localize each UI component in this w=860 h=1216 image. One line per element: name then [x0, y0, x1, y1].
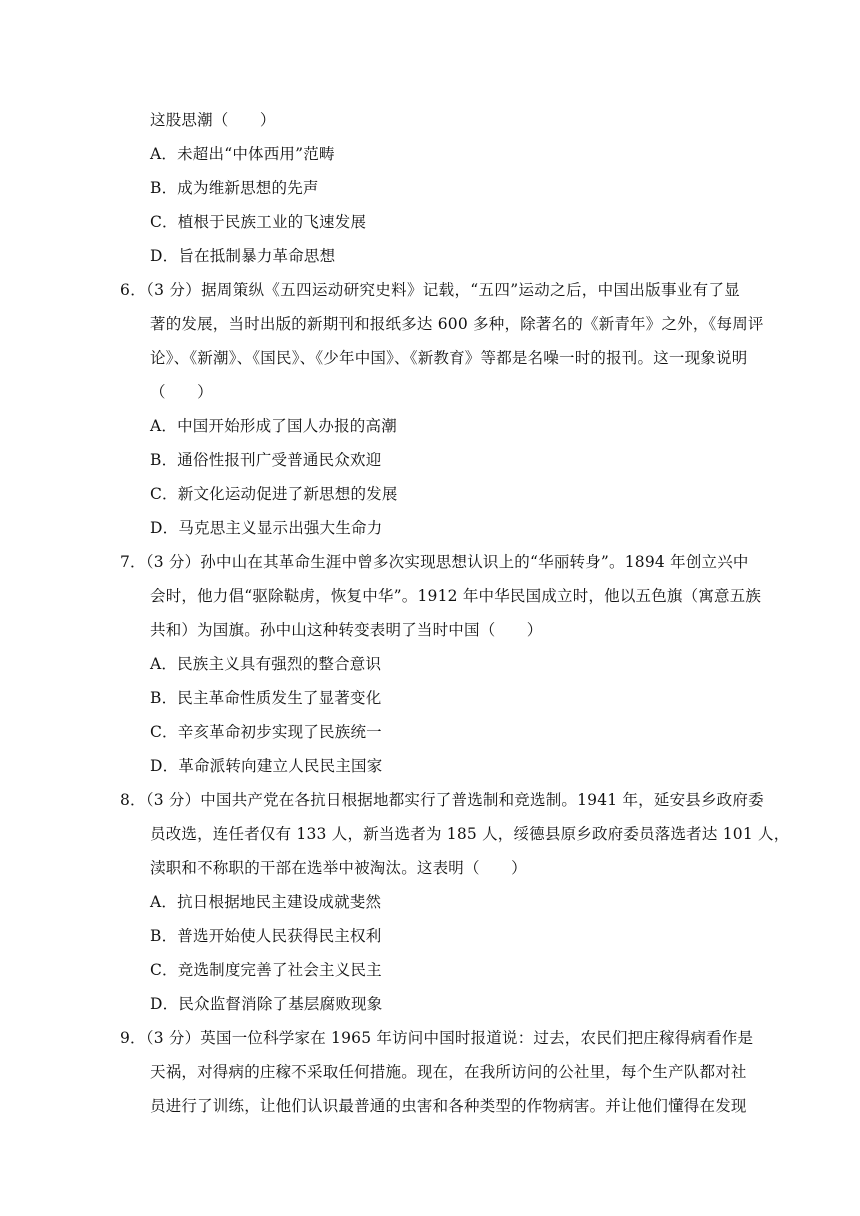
question-9-stem-line-3: 员进行了训练，让他们认识最普通的虫害和各种类型的作物病害。并让他们懂得在发现	[150, 1097, 747, 1115]
question-6-stem-line-1: 6．（3 分）据周策纵《五四运动研究史料》记载，“五四”运动之后，中国出版事业有了显	[120, 281, 740, 299]
question-7-stem-line-1: 7．（3 分）孙中山在其革命生涯中曾多次实现思想认识上的“华丽转身”。1894 年创立兴中	[120, 553, 749, 571]
question-8-option-d: D．民众监督消除了基层腐败现象	[150, 995, 383, 1013]
question-6-option-b: B．通俗性报刊广受普通民众欢迎	[150, 451, 382, 469]
question-7-option-b: B．民主革命性质发生了显著变化	[150, 689, 382, 707]
question-6-option-d: D．马克思主义显示出强大生命力	[150, 519, 383, 537]
question-5-option-b: B．成为维新思想的先声	[150, 179, 319, 197]
question-7-option-d: D．革命派转向建立人民民主国家	[150, 757, 383, 775]
question-7-stem-line-2: 会时，他力倡“驱除鞑虏，恢复中华”。1912 年中华民国成立时，他以五色旗（寓意五族	[150, 587, 762, 605]
question-5-stem-continuation: 这股思潮（ ）	[150, 111, 276, 129]
question-7-option-c: C．辛亥革命初步实现了民族统一	[150, 723, 382, 741]
question-8-stem-line-2: 员改选，连任者仅有 133 人，新当选者为 185 人，绥德县原乡政府委员落选者达 101 人，	[150, 825, 790, 843]
question-5-option-a: A．未超出“中体西用”范畴	[150, 145, 335, 163]
question-6-stem-line-2: 著的发展，当时出版的新期刊和报纸多达 600 多种，除著名的《新青年》之外，《每周评	[150, 315, 764, 333]
question-6-stem-line-4: （ ）	[150, 383, 213, 401]
question-5-option-d: D．旨在抵制暴力革命思想	[150, 247, 336, 265]
question-8-option-c: C．竞选制度完善了社会主义民主	[150, 961, 382, 979]
question-8-stem-line-1: 8．（3 分）中国共产党在各抗日根据地都实行了普选制和竞选制。1941 年，延安县乡政府委	[120, 791, 764, 809]
question-8-stem-line-3: 渎职和不称职的干部在选举中被淘汰。这表明（ ）	[150, 859, 527, 877]
question-7-option-a: A．民族主义具有强烈的整合意识	[150, 655, 382, 673]
question-6-option-c: C．新文化运动促进了新思想的发展	[150, 485, 398, 503]
question-5-option-c: C．植根于民族工业的飞速发展	[150, 213, 367, 231]
question-8-option-a: A．抗日根据地民主建设成就斐然	[150, 893, 382, 911]
question-9-stem-line-1: 9．（3 分）英国一位科学家在 1965 年访问中国时报道说：过去，农民们把庄稼得病看作是	[120, 1029, 754, 1047]
question-6-stem-line-3: 论》、《新潮》、《国民》、《少年中国》、《新教育》等都是名噪一时的报刊。这一现象说明	[150, 349, 748, 367]
question-6-option-a: A．中国开始形成了国人办报的高潮	[150, 417, 397, 435]
question-8-option-b: B．普选开始使人民获得民主权利	[150, 927, 382, 945]
question-7-stem-line-3: 共和）为国旗。孙中山这种转变表明了当时中国（ ）	[150, 621, 543, 639]
question-9-stem-line-2: 天祸，对得病的庄稼不采取任何措施。现在，在我所访问的公社里，每个生产队都对社	[150, 1063, 747, 1081]
